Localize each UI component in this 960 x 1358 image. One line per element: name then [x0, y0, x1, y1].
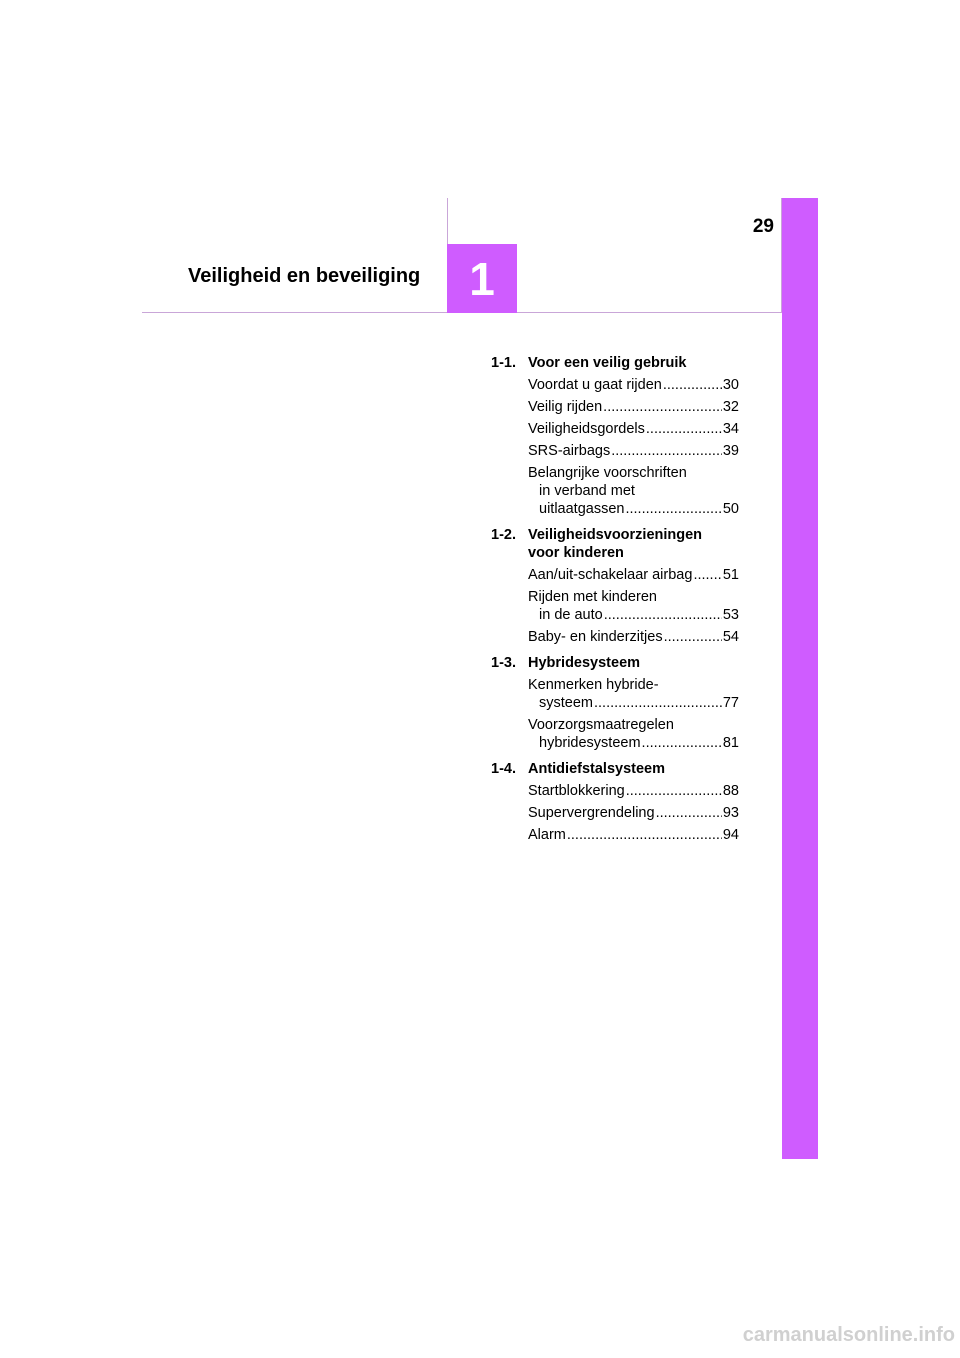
toc-entry-page: 93: [722, 805, 739, 821]
toc-entry-leader: [611, 442, 722, 460]
toc-entry-label: systeem: [539, 695, 593, 711]
toc-entry-line: [528, 376, 739, 394]
toc-entry-leader: [642, 734, 722, 752]
toc-section-title: [528, 760, 739, 778]
toc-entry[interactable]: [528, 628, 739, 646]
toc-entry-line: [528, 826, 739, 844]
toc-section-number: 1-2.: [491, 527, 516, 543]
toc-entry-line: [528, 716, 739, 734]
toc-entry-label: Voorzorgsmaatregelen: [528, 717, 674, 733]
toc-entry-leader: [663, 376, 722, 394]
chapter-side-tab: [782, 198, 818, 1159]
toc-entry-line: [528, 398, 739, 416]
toc-section-number: 1-3.: [491, 655, 516, 671]
toc-entry-page: 34: [722, 421, 739, 437]
toc-entry-label: Belangrijke voorschriften: [528, 465, 687, 481]
toc-entry-label: Startblokkering: [528, 783, 625, 799]
toc-entry-label: Baby- en kinderzitjes: [528, 629, 663, 645]
toc-entry-label: Veilig rijden: [528, 399, 603, 415]
toc-entry-line: [528, 500, 739, 518]
toc-entry-line: [528, 734, 739, 752]
toc-entry-page: 51: [722, 567, 739, 583]
toc-entry-page: 94: [722, 827, 739, 843]
toc-entry-label: Supervergrendeling: [528, 805, 655, 821]
toc-section-heading: [491, 526, 739, 562]
toc-entry-page: 88: [722, 783, 739, 799]
toc-entry-page: 53: [722, 607, 739, 623]
toc-section-title-line: voor kinderen: [528, 545, 624, 561]
toc-entry[interactable]: [528, 826, 739, 844]
toc-entry[interactable]: [528, 782, 739, 800]
toc-entry-label: Voordat u gaat rijden: [528, 377, 662, 393]
toc-section-heading: [491, 760, 739, 778]
toc-entry-leader: [567, 826, 722, 844]
watermark: carmanualsonline.info: [742, 1324, 955, 1346]
chapter-number: 1: [469, 252, 495, 305]
header-vertical-rule: [447, 198, 448, 244]
toc-entry-leader: [625, 500, 721, 518]
toc-entry-page: 39: [722, 443, 739, 459]
toc-entry-label: Alarm: [528, 827, 566, 843]
toc-entry-page: 50: [722, 501, 739, 517]
toc-entry-leader: [604, 606, 722, 624]
toc-entry-leader: [664, 628, 722, 646]
toc-entry-line: [528, 606, 739, 624]
toc-entry[interactable]: [528, 716, 739, 752]
toc-entry-page: 81: [722, 735, 739, 751]
toc-entry-label: hybridesysteem: [539, 735, 641, 751]
toc-section-heading: [491, 354, 739, 372]
toc-section-gap: [491, 848, 739, 852]
toc-entry-page: 77: [722, 695, 739, 711]
toc-entry-leader: [626, 782, 722, 800]
toc-entry-line: [528, 420, 739, 438]
toc-entry[interactable]: [528, 398, 739, 416]
toc-section-title: [528, 354, 739, 372]
toc-entry[interactable]: [528, 442, 739, 460]
toc-entry-leader: [646, 420, 722, 438]
toc-entry-line: [528, 804, 739, 822]
toc-section-title: [528, 654, 739, 672]
toc-entry-line: [528, 482, 739, 500]
toc-entry[interactable]: [528, 420, 739, 438]
page-number: 29: [752, 216, 774, 237]
toc-entry-label: uitlaatgassen: [539, 501, 625, 517]
toc-entry-line: [528, 566, 739, 584]
toc-section-number: 1-4.: [491, 761, 516, 777]
toc-entry-line: [528, 464, 739, 482]
toc-section-title-line: Voor een veilig gebruik: [528, 355, 687, 371]
toc-entry[interactable]: [528, 566, 739, 584]
toc-entry-leader: [656, 804, 722, 822]
toc-entry-line: [528, 782, 739, 800]
toc-entry-label: in de auto: [539, 607, 603, 623]
toc-entry-line: [528, 676, 739, 694]
chapter-number-box: [447, 244, 517, 313]
toc-entry-label: Aan/uit-schakelaar airbag: [528, 567, 693, 583]
toc-entry[interactable]: [528, 588, 739, 624]
toc-entry[interactable]: [528, 676, 739, 712]
toc-entry-label: in verband met: [539, 483, 635, 499]
chapter-title: Veiligheid en beveiliging: [188, 265, 421, 287]
toc-section-title-line: Hybridesysteem: [528, 655, 641, 671]
toc-section-heading: [491, 654, 739, 672]
toc-entry-leader: [693, 566, 721, 584]
toc-entry-label: SRS-airbags: [528, 443, 611, 459]
toc-entry-line: [528, 588, 739, 606]
table-of-contents: [491, 354, 739, 852]
toc-entry-page: 32: [722, 399, 739, 415]
toc-entry-label: Rijden met kinderen: [528, 589, 657, 605]
toc-section-title-line: Antidiefstalsysteem: [528, 761, 665, 777]
toc-entry[interactable]: [528, 376, 739, 394]
toc-entry[interactable]: [528, 804, 739, 822]
toc-entry[interactable]: [528, 464, 739, 518]
toc-entry-line: [528, 694, 739, 712]
toc-section-number: 1-1.: [491, 355, 516, 371]
toc-entry-label: Kenmerken hybride-: [528, 677, 659, 693]
toc-entry-leader: [594, 694, 722, 712]
toc-entry-label: Veiligheidsgordels: [528, 421, 645, 437]
toc-entry-page: 54: [722, 629, 739, 645]
toc-entry-line: [528, 442, 739, 460]
toc-entry-page: 30: [722, 377, 739, 393]
toc-section-title: [528, 526, 739, 562]
toc-section-title-line: Veiligheidsvoorzieningen: [528, 527, 703, 543]
toc-entry-leader: [603, 398, 722, 416]
toc-entry-line: [528, 628, 739, 646]
